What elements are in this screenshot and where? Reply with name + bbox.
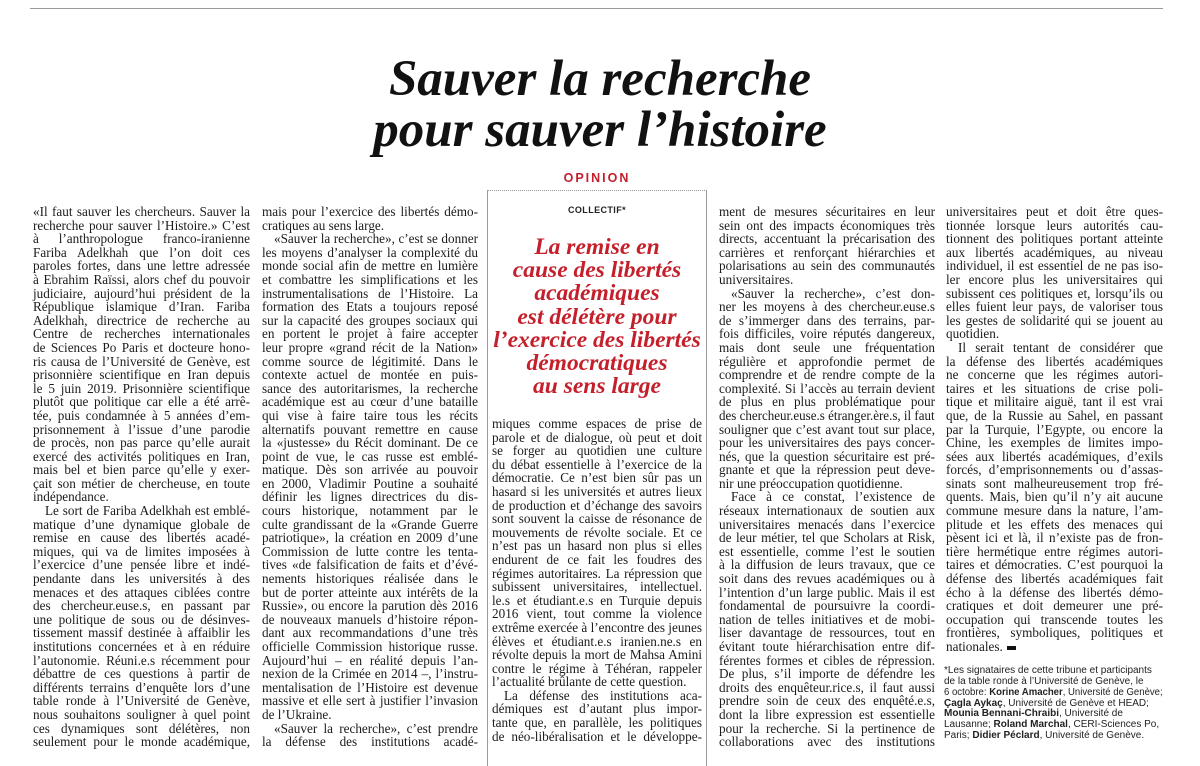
top-rule	[30, 8, 1163, 9]
text-line: sance des autoritarismes, la recherche	[262, 380, 478, 396]
text-line: sein ont des impacts économiques très	[719, 217, 935, 233]
text-line: extrême exercée à l’encontre des jeunes	[492, 619, 702, 635]
text-line: de leur métier, tel que Scholars at Risk,	[719, 530, 935, 546]
text-line: La défense des institutions aca-	[504, 687, 702, 703]
text-line: elles fuient leur pays, de valoriser tous	[946, 299, 1163, 315]
text-line: Face à ce constat, l’existence de	[731, 489, 935, 505]
text-line: Il serait tentant de considérer que	[958, 339, 1163, 355]
pull-quote-line: cause des libertés	[512, 257, 682, 284]
text-line: à l’anthropologue franco-iranienne	[33, 231, 250, 247]
text-line: gnante et que la répression peut deve-	[719, 462, 935, 478]
text-line: tée, puis condamnée à 5 années d’em-	[33, 407, 250, 423]
paragraph	[492, 417, 702, 689]
signatory-name: Mounia Bennani-Chraibi	[944, 708, 1059, 720]
text-line: droits des enquêteur.rice.s, il faut aussi	[719, 679, 935, 695]
text-line: tique et militaire aiguë, tant il est vrai	[946, 394, 1163, 410]
text-line: évitant toute hiérarchisation entre dif-	[719, 639, 935, 654]
text-line: fondamental de poursuivre la coordi-	[719, 598, 935, 614]
text-line: de production et d’échange des savoirs	[492, 497, 702, 513]
text-line: à la diffusion de leurs travaux, que ce	[719, 557, 935, 573]
text-line: ner les moyens à des chercheur.euse.s	[719, 299, 935, 315]
headline-line-1: Sauver la recherche	[388, 51, 812, 107]
text-line: l’actualité brûlante de cette question.	[492, 674, 687, 690]
text-line: écho à la défense des libertés démo-	[946, 584, 1163, 600]
paragraph	[262, 722, 478, 749]
text-line: dant aux recommandations d’une très	[262, 625, 478, 641]
text-line: sont souvent la caisse de résonance de	[492, 511, 702, 527]
text-line: nir une préoccupation quotidienne.	[719, 475, 903, 491]
text-line: nous souhaitons souligner à quel point	[33, 706, 250, 722]
text-line: parole et de dialogue, où peut et doit	[492, 429, 702, 445]
text-line: ment de mesures sécuritaires en leur	[719, 204, 935, 219]
text-line: patriotique», la création en 2009 d’une	[262, 530, 478, 546]
text-line: la défense des libertés académiques	[946, 353, 1163, 369]
text-line: élèves et étudiant.e.s iranien.ne.s en	[492, 633, 702, 649]
pull-quote-line: académiques	[534, 280, 660, 307]
text-line: ris causa de l’Université de Genève, est	[33, 353, 250, 369]
footnote-text: , Université de	[1059, 708, 1123, 720]
footnote-text: , CERI-Sciences Po,	[1067, 719, 1160, 731]
text-line: à Ebrahim Raïssi, alors chef du pouvoir	[33, 271, 250, 287]
text-line: est essentielle, comme l’est le soutien	[719, 543, 935, 559]
text-line: formation des Etats a toujours reposé	[262, 299, 478, 315]
paragraph	[492, 689, 702, 743]
footnote-line	[944, 731, 1163, 742]
headline-line-2: pour sauver l’histoire	[373, 102, 827, 158]
byline-label: COLLECTIF*	[568, 205, 626, 215]
text-line: hasard si les universités et autres lieux	[492, 483, 702, 499]
text-line: taires et les situations de crise poli-	[946, 380, 1163, 396]
text-line: recherche pour sauver l’Histoire.» C’est	[33, 217, 250, 233]
text-line: ler encore plus les universitaires qui	[946, 271, 1163, 287]
text-line: tionnée lorsque leurs autorités cau-	[946, 217, 1163, 233]
text-line: nexion de la Crimée en 2014 –, l’instru-	[262, 666, 478, 682]
column-4	[719, 205, 935, 749]
footnote-text: 6 octobre:	[944, 686, 990, 698]
pull-quote-line: La remise en	[534, 234, 660, 260]
text-line: Russie», ou encore la parution dès 2016	[262, 598, 478, 614]
text-line: plutôt que politique car elle a été arrê-	[33, 394, 250, 410]
text-line: tionnent des politiques portant atteinte	[946, 231, 1163, 247]
footnote-text: Paris;	[944, 730, 973, 742]
signatory-name: Roland Marchal	[993, 719, 1068, 731]
text-line: remise en cause des libertés acadé-	[33, 530, 250, 546]
text-line: régimes autoritaires. La répression que	[492, 565, 702, 581]
text-line: quents. Mais, bien qu’il n’y ait aucune	[946, 489, 1163, 505]
text-line: différents terrains d’enquête lors d’une	[33, 679, 250, 695]
text-line: pèsent ici et là, il n’existe pas de fron-	[946, 530, 1163, 546]
text-line: que, de la Russie au Sahel, en passant	[946, 407, 1163, 423]
text-line: Centre de recherches internationales	[33, 326, 250, 342]
pull-quote-line: est délétère pour	[517, 303, 677, 330]
text-line: frontières, symboliques, politiques et	[946, 625, 1163, 641]
text-line: démiques est d’autant plus impor-	[492, 701, 702, 717]
text-line: prisonnière scientifique en Iran depuis	[33, 367, 250, 383]
text-line: Fariba Adelkhah que l’on doit ces	[33, 244, 250, 260]
text-line: soit dans des revues académiques ou à	[719, 571, 935, 587]
text-line: de nouveaux manuels d’histoire répon-	[262, 611, 478, 627]
text-line: fois difficiles, voire réputés dangereux,	[719, 326, 935, 342]
signatory-name: Didier Péclard	[972, 730, 1040, 742]
text-line: la défense des institutions acadé-	[262, 734, 478, 750]
section-label: OPINION	[563, 171, 631, 185]
text-line: matique. Dès son arrivée au pouvoir	[262, 462, 478, 478]
text-line: férentes formes et cibles de répression.	[719, 652, 935, 668]
pull-quote-line: l’exercice des libertés	[493, 326, 701, 353]
text-line: carrières et renforçant hiérarchies et	[719, 244, 935, 260]
headline	[0, 51, 1200, 158]
text-line: menaces et des attaques ciblées contre	[33, 584, 250, 600]
pull-quote-line: démocratiques	[526, 350, 668, 377]
text-line: seulement pour le monde académique,	[33, 734, 250, 750]
text-line: alternatifs pouvant remettre en cause	[262, 421, 478, 437]
text-line: la «justesse» du Récit dominant. De ce	[262, 435, 478, 451]
text-line: indépendance.	[33, 489, 109, 505]
text-line: point de vue, le cas russe est emblé-	[262, 448, 478, 464]
text-line: tante que, en parallèle, les politiques	[492, 715, 702, 731]
text-line: paroles fortes, dans une lettre adressée	[33, 258, 250, 274]
text-line: mais pour l’exercice des libertés démo-	[262, 204, 478, 219]
text-line: et combattre les simplifications et les	[262, 271, 478, 287]
text-line: prisonnement à l’issue d’une parodie	[33, 421, 250, 437]
text-line: démocratie. Ce n’est bien sûr pas un	[492, 470, 702, 486]
text-line: mouvements de révolte sociale. Et ce	[492, 524, 702, 540]
text-line: des chercheur.euse.s, en passant par	[33, 598, 250, 614]
text-line: universitaires.	[719, 271, 794, 287]
paragraph	[262, 232, 478, 721]
text-line: défense des libertés académiques fait	[946, 571, 1163, 587]
pull-quote-line: au sens large	[533, 373, 661, 400]
text-line: ces dynamiques sont délétères, non	[33, 720, 250, 736]
text-line: «Il faut sauver les chercheurs. Sauver la	[33, 204, 250, 219]
text-line: tissement massif destinée à affaiblir les	[33, 625, 250, 641]
text-line: définir les lignes directrices du dis-	[262, 489, 478, 505]
text-line: 2016 vient, tout comme la violence	[492, 606, 702, 622]
text-line: aux libertés académiques, au niveau	[946, 244, 1163, 260]
text-line: une politique de sous ou de désinves-	[33, 611, 250, 627]
text-line: cratiques au sens large.	[262, 217, 385, 233]
text-line: de s’immerger dans des terrains, par-	[719, 312, 935, 328]
text-line: officielle Commission historique russe.	[262, 639, 478, 654]
paragraph	[719, 205, 935, 287]
text-line: matique d’une dynamique globale de	[33, 516, 250, 532]
signatory-name: Çagla Aykaç	[944, 697, 1003, 709]
text-line: cratiques et doit demeurer une pré-	[946, 598, 1163, 614]
text-line: collaborations avec des institutions	[719, 734, 935, 750]
text-line: Aujourd’hui – en réalité depuis l’an-	[262, 652, 478, 668]
paragraph	[719, 490, 935, 748]
text-line: Commission de lutte contre les tenta-	[262, 543, 478, 559]
text-line: but de porter atteinte aux intérêts de la	[262, 584, 478, 600]
text-line: subissent universitaires, intellectuel.	[492, 579, 702, 595]
text-line: Le sort de Fariba Adelkhah est emblé-	[45, 503, 250, 519]
column-3-box-text	[492, 417, 702, 743]
text-line: miques comme espaces de prise de	[492, 416, 702, 431]
column-5	[946, 205, 1163, 654]
text-line: les moyens d’analyser la complexité du	[262, 244, 478, 260]
text-line: mais dont seule une fréquentation	[719, 339, 935, 355]
text-line: cours historique, notamment par le	[262, 503, 478, 519]
text-line: complexité. Si l’accès au terrain devient	[719, 380, 935, 396]
text-line: réseaux internationaux de soutien aux	[719, 503, 935, 519]
text-line: l’autonomie. Réuni.e.s récemment pour	[33, 652, 250, 668]
footnote-text: , Université de Genève et HEAD;	[1002, 697, 1149, 709]
text-line: nationales.	[946, 640, 1163, 654]
footnote-text: *Les signataires de cette tribune et participants	[944, 665, 1152, 676]
text-line: République islamique d’Iran. Fariba	[33, 299, 250, 315]
text-line: directs, accentuant la précarisation des	[719, 231, 935, 247]
text-line: exercé des activités politiques en Iran,	[33, 448, 250, 464]
signatory-name: Korine Amacher	[989, 686, 1063, 698]
text-line: nation de telles initiatives et de mobi-	[719, 611, 935, 627]
text-line: mentalisation de l’Histoire est devenue	[262, 679, 478, 695]
text-line: pendante dans les universités à des	[33, 571, 250, 587]
text-line: endurent de ce fait les foudres des	[492, 551, 702, 567]
text-line: sinats sont malheureusement trop fré-	[946, 475, 1163, 491]
text-line: par la Turquie, l’Egypte, ou encore la	[946, 421, 1163, 437]
text-line: en 2000, Vladimir Poutine a souhaité	[262, 475, 478, 491]
text-line: souligner que c’est avant tout sur place,	[719, 421, 935, 437]
text-line: Adelkhah, directrice de recherche au	[33, 312, 250, 328]
column-1	[33, 205, 250, 749]
text-line: leur propre «grand récit de la Nation»	[262, 339, 478, 355]
text-line: table ronde à l’Université de Genève,	[33, 693, 250, 709]
text-line: massive et elle sert à justifier l’invasion	[262, 693, 478, 709]
text-line: taires et démocraties. C’est pourquoi la	[946, 557, 1163, 573]
text-line: contre le régime à Téhéran, rappeler	[492, 660, 702, 676]
text-line: contexte actuel de montée en puis-	[262, 367, 478, 383]
text-line: judiciaire, aujourd’hui président de la	[33, 285, 250, 301]
text-line: nés, que la question sécuritaire est pré-	[719, 448, 935, 464]
paragraph	[33, 205, 250, 504]
text-line: des chercheur.euse.s étranger.ère.s, il faut	[719, 407, 935, 423]
text-line: quotidien.	[946, 326, 1000, 342]
text-line: «Sauver la recherche», c’est se donner	[274, 231, 478, 247]
text-line: de plus en plus problématique pour	[719, 394, 935, 410]
text-line: le.s et étudiant.e.s en Turquie depuis	[492, 592, 702, 608]
text-line: régulière et approfondie permet de	[719, 353, 935, 369]
text-line: plitude et les effets des menaces qui	[946, 516, 1163, 532]
text-line: Chine, les exemples de limites impo-	[946, 435, 1163, 451]
text-line: en portent le projet à faire accepter	[262, 326, 478, 342]
text-line: universitaires peut et doit être ques-	[946, 204, 1163, 219]
text-line: qui vise à faire taire tous les récits	[262, 407, 478, 423]
text-line: académique est au cœur d’une bataille	[262, 394, 478, 410]
text-line: comme source de légitimité. Dans le	[262, 353, 478, 369]
text-line: mais bel et bien parce qu’elle y exer-	[33, 462, 250, 478]
text-line: du débat essentielle à l’exercice de la	[492, 456, 702, 472]
text-line: les gestes de solidarité qui se jouent au	[946, 312, 1163, 328]
paragraph	[719, 287, 935, 491]
text-line: tives «de falsification de faits et d’évé-	[262, 557, 478, 573]
text-line: forcés, d’emprisonnements ou d’assas-	[946, 462, 1163, 478]
text-line: universitaires menacés dans l’exercice	[719, 516, 935, 532]
end-mark-icon	[1007, 646, 1016, 650]
text-line: commune mesure dans la nature, l’am-	[946, 503, 1163, 519]
text-line: révolte depuis la mort de Mahsa Amini	[492, 647, 702, 663]
text-line: dont la libre expression est essentielle	[719, 706, 935, 722]
text-line: De plus, s’il importe de défendre les	[719, 666, 935, 682]
text-line: miques, qui va de limites imposées à	[33, 543, 250, 559]
text-line: de procès, non pas parce qu’elle aurait	[33, 435, 250, 451]
text-line: pour la recherche. Si la pertinence de	[719, 720, 935, 736]
text-line: ne concerne que les régimes autori-	[946, 367, 1163, 383]
text-line: sées aux libertés académiques, d’exils	[946, 448, 1163, 464]
footnote-text: Lausanne;	[944, 719, 994, 731]
text-line: instrumentalisations de l’Histoire. La	[262, 285, 478, 301]
paragraph	[33, 504, 250, 749]
text-line: liser davantage de ressources, tout en	[719, 625, 935, 641]
text-line: comprendre et de rendre compte de la	[719, 367, 935, 383]
text-line: nements historiques réalisée dans le	[262, 571, 478, 587]
text-line: de néo-libéralisation et le développe-	[492, 728, 702, 744]
text-line: «Sauver la recherche», c’est don-	[731, 285, 935, 301]
text-line: «Sauver la recherche», c’est prendre	[274, 720, 478, 736]
text-line: le 5 juin 2019. Prisonnière scientifique	[33, 380, 250, 396]
text-line: monde social afin de mettre en lumière	[262, 258, 478, 274]
text-line: se forger au quotidien une culture	[492, 443, 702, 459]
text-line: l’intention d’un large public. Mais il est	[719, 584, 935, 600]
paragraph	[262, 205, 478, 232]
text-line: çait son métier de chercheuse, en toute	[33, 475, 250, 491]
paragraph	[946, 205, 1163, 341]
text-line: débattre de ces questions à partir de	[33, 666, 250, 682]
text-line: de Sciences Po Paris et docteure hono-	[33, 339, 250, 355]
text-line: polarisations au sein des communautés	[719, 258, 935, 274]
text-line: pour les universitaires des pays concer-	[719, 435, 935, 451]
footnote-text: , Université de Genève;	[1062, 686, 1163, 698]
text-line: individuel, il est essentiel de ne pas iso-	[946, 258, 1163, 274]
text-line: culte grandissant de la «Grande Guerre	[262, 516, 478, 532]
text-line: occupation qui transcende toutes les	[946, 611, 1163, 627]
paragraph	[946, 341, 1163, 654]
text-line: institutions concernées et à en réduire	[33, 639, 250, 654]
text-line: de l’Ukraine.	[262, 706, 332, 722]
text-line: subissent ces politiques et, lorsqu’ils ou	[946, 285, 1163, 301]
footnote	[944, 666, 1163, 742]
column-2	[262, 205, 478, 749]
pull-quote	[488, 236, 706, 398]
text-line: sur la capacité des groupes sociaux qui	[262, 312, 478, 328]
text-line: l’exercice d’une pensée libre et indé-	[33, 557, 250, 573]
text-line: prendre soin de ceux des enquêté.e.s,	[719, 693, 935, 709]
text-line: tière hermétique entre régimes autori-	[946, 543, 1163, 559]
footnote-text: de la table ronde à l’Université de Genève, le	[944, 675, 1144, 687]
footnote-text: , Université de Genève.	[1039, 730, 1145, 742]
footnote-line	[944, 686, 1163, 699]
text-line: n’est pas un hasard non plus si elles	[492, 538, 702, 554]
